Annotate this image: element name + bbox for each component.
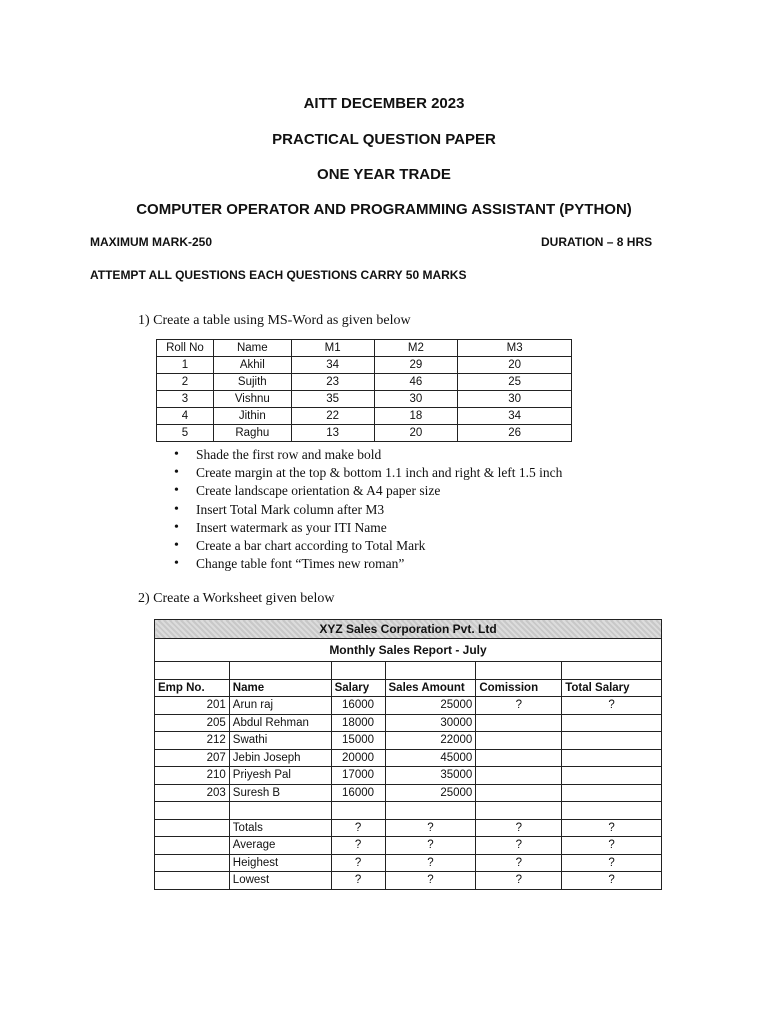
table-row bbox=[155, 714, 662, 732]
total-salary-cell: ? bbox=[562, 697, 662, 715]
sheet-subtitle: Monthly Sales Report - July bbox=[155, 639, 662, 662]
summary-cell: ? bbox=[562, 819, 662, 837]
total-salary-cell bbox=[562, 749, 662, 767]
sales-cell: 35000 bbox=[385, 767, 476, 785]
emp-no-cell: 201 bbox=[155, 697, 230, 715]
total-salary-cell bbox=[562, 767, 662, 785]
table-cell: 20 bbox=[458, 357, 572, 374]
task-list bbox=[174, 446, 562, 573]
summary-cell: ? bbox=[385, 854, 476, 872]
question-1-title: 1) Create a table using MS-Word as given below bbox=[138, 313, 411, 328]
table-cell: 5 bbox=[157, 425, 214, 442]
header-cell: Salary bbox=[331, 679, 385, 697]
spacer-row bbox=[155, 802, 662, 820]
exam-title: AITT DECEMBER 2023 bbox=[303, 95, 465, 112]
summary-cell: ? bbox=[331, 837, 385, 855]
list-item: • Create margin at the top & bottom 1.1 inch and right & left 1.5 inch bbox=[174, 464, 562, 482]
question-2-title: 2) Create a Worksheet given below bbox=[138, 591, 335, 606]
header-cell: Sales Amount bbox=[385, 679, 476, 697]
summary-cell: ? bbox=[331, 872, 385, 890]
header-cell: M1 bbox=[291, 340, 374, 357]
summary-cell: ? bbox=[331, 854, 385, 872]
commission-cell bbox=[476, 732, 562, 750]
salary-cell: 17000 bbox=[331, 767, 385, 785]
table-cell: 2 bbox=[157, 374, 214, 391]
sales-cell: 25000 bbox=[385, 784, 476, 802]
table-cell: 46 bbox=[374, 374, 458, 391]
summary-cell: ? bbox=[476, 872, 562, 890]
name-cell: Abdul Rehman bbox=[229, 714, 331, 732]
trade-name: COMPUTER OPERATOR AND PROGRAMMING ASSISTANT (PYTHON) bbox=[136, 201, 632, 218]
header-cell: Comission bbox=[476, 679, 562, 697]
commission-cell bbox=[476, 767, 562, 785]
header-cell: Name bbox=[213, 340, 291, 357]
spacer-row bbox=[155, 662, 662, 680]
table-cell: 26 bbox=[458, 425, 572, 442]
table-cell: Vishnu bbox=[213, 391, 291, 408]
list-item: • Insert Total Mark column after M3 bbox=[174, 501, 562, 519]
header-cell: Emp No. bbox=[155, 679, 230, 697]
list-item: • Shade the first row and make bold bbox=[174, 446, 562, 464]
summary-cell: ? bbox=[562, 837, 662, 855]
emp-no-cell: 212 bbox=[155, 732, 230, 750]
summary-cell: ? bbox=[476, 837, 562, 855]
summary-cell: ? bbox=[562, 854, 662, 872]
header-cell: Name bbox=[229, 679, 331, 697]
summary-cell: ? bbox=[385, 837, 476, 855]
summary-row bbox=[155, 819, 662, 837]
table-cell: Raghu bbox=[213, 425, 291, 442]
table-row bbox=[157, 425, 572, 442]
table-cell: 30 bbox=[458, 391, 572, 408]
total-salary-cell bbox=[562, 732, 662, 750]
summary-label: Totals bbox=[229, 819, 331, 837]
table-cell: 22 bbox=[291, 408, 374, 425]
total-salary-cell bbox=[562, 784, 662, 802]
table-cell: 13 bbox=[291, 425, 374, 442]
table-cell: 20 bbox=[374, 425, 458, 442]
table-row bbox=[157, 391, 572, 408]
table-cell: 29 bbox=[374, 357, 458, 374]
table-row bbox=[155, 749, 662, 767]
header-cell: M2 bbox=[374, 340, 458, 357]
header-cell: Roll No bbox=[157, 340, 214, 357]
summary-label: Average bbox=[229, 837, 331, 855]
salary-cell: 20000 bbox=[331, 749, 385, 767]
instruction: ATTEMPT ALL QUESTIONS EACH QUESTIONS CARRY 50 MARKS bbox=[90, 268, 467, 282]
table-cell: 25 bbox=[458, 374, 572, 391]
name-cell: Suresh B bbox=[229, 784, 331, 802]
list-item: • Insert watermark as your ITI Name bbox=[174, 519, 562, 537]
table-cell: 30 bbox=[374, 391, 458, 408]
name-cell: Jebin Joseph bbox=[229, 749, 331, 767]
table-cell: Jithin bbox=[213, 408, 291, 425]
trade-duration: ONE YEAR TRADE bbox=[317, 166, 451, 183]
table-cell: 35 bbox=[291, 391, 374, 408]
table-row bbox=[155, 784, 662, 802]
list-item: • Change table font “Times new roman” bbox=[174, 555, 562, 573]
commission-cell bbox=[476, 714, 562, 732]
table-cell: 23 bbox=[291, 374, 374, 391]
table-row bbox=[155, 767, 662, 785]
commission-cell bbox=[476, 784, 562, 802]
summary-label: Heighest bbox=[229, 854, 331, 872]
table-cell: Akhil bbox=[213, 357, 291, 374]
table-row bbox=[157, 408, 572, 425]
summary-cell: ? bbox=[476, 854, 562, 872]
name-cell: Arun raj bbox=[229, 697, 331, 715]
sales-cell: 25000 bbox=[385, 697, 476, 715]
salary-cell: 15000 bbox=[331, 732, 385, 750]
commission-cell: ? bbox=[476, 697, 562, 715]
table-cell: 34 bbox=[458, 408, 572, 425]
duration: DURATION – 8 HRS bbox=[541, 235, 653, 249]
table-row bbox=[155, 697, 662, 715]
table-header-row bbox=[155, 679, 662, 697]
emp-no-cell: 210 bbox=[155, 767, 230, 785]
list-item: • Create a bar chart according to Total Mark bbox=[174, 537, 562, 555]
sales-worksheet bbox=[154, 619, 662, 890]
table-row bbox=[157, 374, 572, 391]
table-cell: 34 bbox=[291, 357, 374, 374]
total-salary-cell bbox=[562, 714, 662, 732]
sheet-title: XYZ Sales Corporation Pvt. Ltd bbox=[155, 620, 662, 639]
name-cell: Swathi bbox=[229, 732, 331, 750]
marks-table bbox=[156, 339, 572, 442]
summary-cell: ? bbox=[331, 819, 385, 837]
summary-cell: ? bbox=[476, 819, 562, 837]
salary-cell: 18000 bbox=[331, 714, 385, 732]
table-header-row bbox=[157, 340, 572, 357]
salary-cell: 16000 bbox=[331, 784, 385, 802]
summary-row bbox=[155, 837, 662, 855]
name-cell: Priyesh Pal bbox=[229, 767, 331, 785]
header-cell: Total Salary bbox=[562, 679, 662, 697]
table-cell: 4 bbox=[157, 408, 214, 425]
emp-no-cell: 203 bbox=[155, 784, 230, 802]
emp-no-cell: 205 bbox=[155, 714, 230, 732]
summary-row bbox=[155, 872, 662, 890]
summary-label: Lowest bbox=[229, 872, 331, 890]
table-cell: 3 bbox=[157, 391, 214, 408]
table-cell: Sujith bbox=[213, 374, 291, 391]
emp-no-cell: 207 bbox=[155, 749, 230, 767]
summary-cell: ? bbox=[562, 872, 662, 890]
header-cell: M3 bbox=[458, 340, 572, 357]
paper-type: PRACTICAL QUESTION PAPER bbox=[272, 131, 496, 148]
list-item: • Create landscape orientation & A4 paper size bbox=[174, 482, 562, 500]
summary-row bbox=[155, 854, 662, 872]
sales-cell: 45000 bbox=[385, 749, 476, 767]
sales-cell: 22000 bbox=[385, 732, 476, 750]
salary-cell: 16000 bbox=[331, 697, 385, 715]
summary-cell: ? bbox=[385, 872, 476, 890]
commission-cell bbox=[476, 749, 562, 767]
table-cell: 18 bbox=[374, 408, 458, 425]
table-cell: 1 bbox=[157, 357, 214, 374]
table-row bbox=[155, 732, 662, 750]
maximum-mark: MAXIMUM MARK-250 bbox=[90, 235, 213, 249]
table-row bbox=[157, 357, 572, 374]
sales-cell: 30000 bbox=[385, 714, 476, 732]
summary-cell: ? bbox=[385, 819, 476, 837]
